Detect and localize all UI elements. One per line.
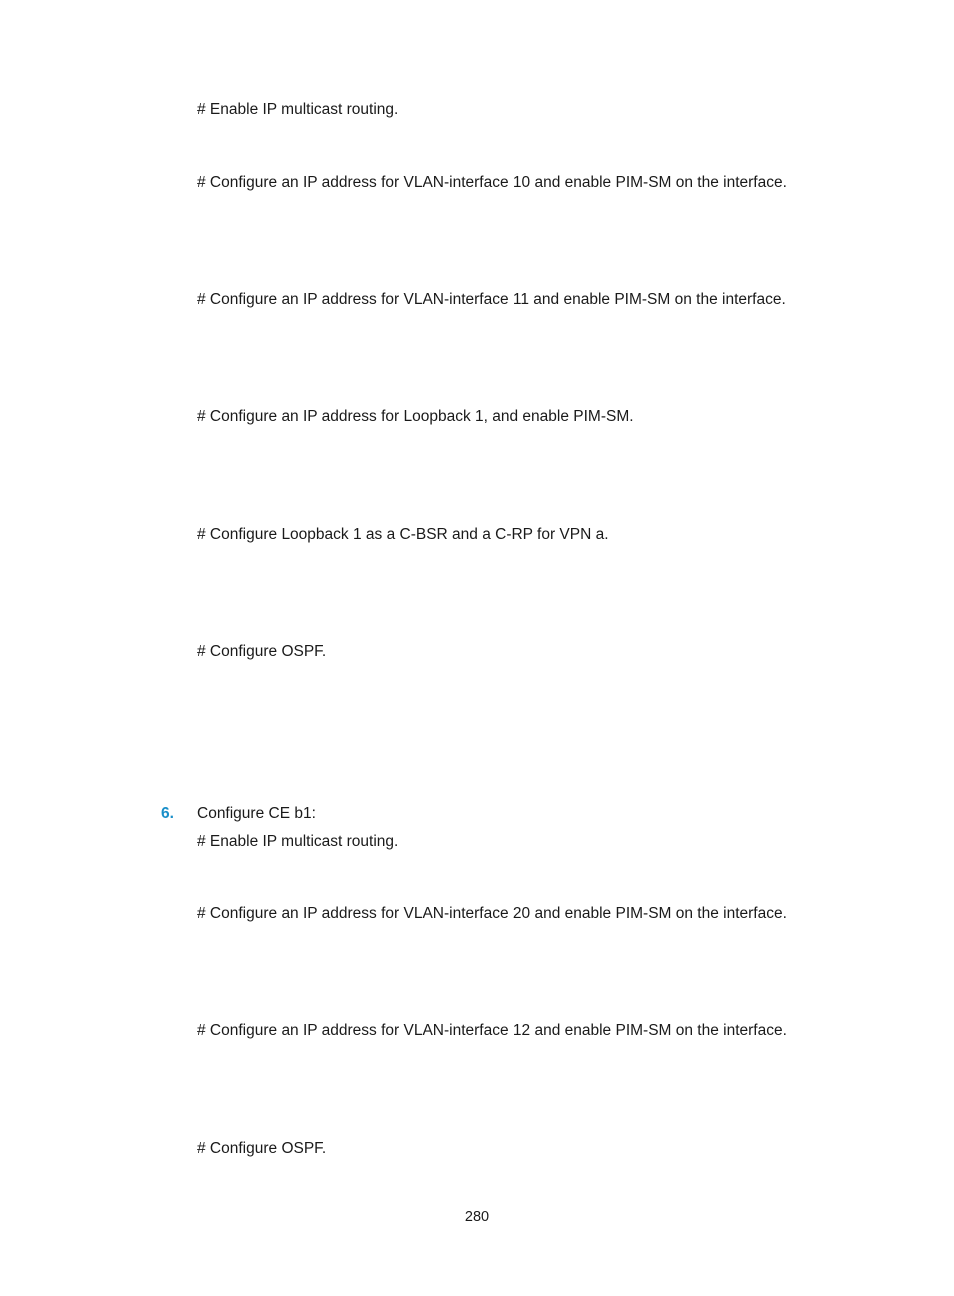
instruction-ospf: # Configure OSPF. [197, 643, 327, 660]
instruction-vlan-interface-10: # Configure an IP address for VLAN-interface 10 and enable PIM-SM on the interface. [197, 174, 787, 191]
instruction-vlan-interface-11: # Configure an IP address for VLAN-interface 11 and enable PIM-SM on the interface. [197, 291, 786, 308]
page-number: 280 [464, 1209, 490, 1225]
instruction-ospf: # Configure OSPF. [197, 1140, 327, 1157]
instruction-enable-multicast: # Enable IP multicast routing. [197, 101, 399, 118]
step-title: Configure CE b1: [197, 805, 316, 822]
instruction-enable-multicast: # Enable IP multicast routing. [197, 833, 399, 850]
step-number: 6. [161, 805, 174, 822]
instruction-vlan-interface-20: # Configure an IP address for VLAN-interface 20 and enable PIM-SM on the interface. [197, 905, 787, 922]
instruction-loopback-1: # Configure an IP address for Loopback 1, and enable PIM-SM. [197, 408, 634, 425]
instruction-c-bsr-c-rp: # Configure Loopback 1 as a C-BSR and a C-RP for VPN a. [197, 526, 609, 543]
instruction-vlan-interface-12: # Configure an IP address for VLAN-interface 12 and enable PIM-SM on the interface. [197, 1022, 787, 1039]
